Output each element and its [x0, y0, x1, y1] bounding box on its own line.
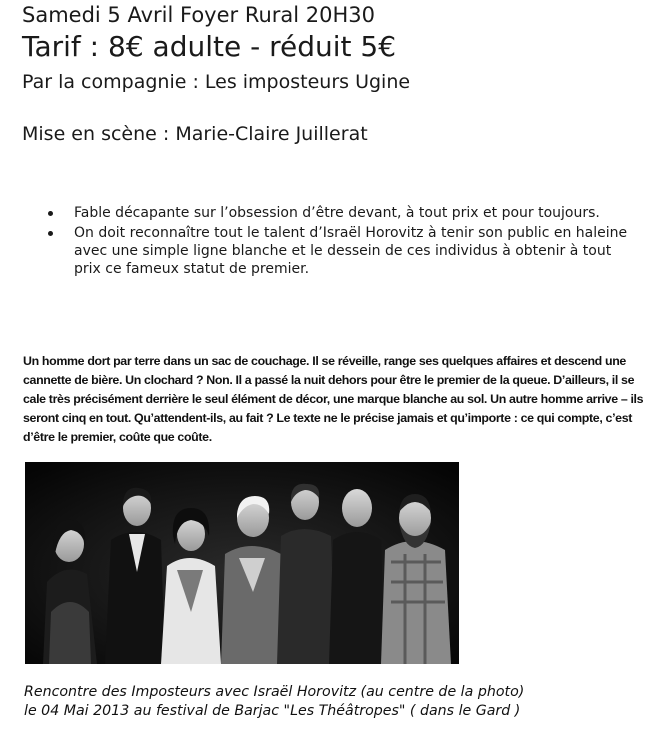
event-date-venue: Samedi 5 Avril Foyer Rural 20H30 [22, 3, 376, 27]
bullet-dot [48, 231, 53, 236]
description-bullets [48, 204, 638, 280]
troupe-photo [25, 462, 459, 664]
bullet-item [48, 224, 638, 278]
price-line: Tarif : 8€ adulte - réduit 5€ [22, 30, 397, 63]
bullet-item [48, 204, 638, 222]
bullet-text: Fable décapante sur l’obsession d’être devant, à tout prix et pour toujours. [74, 205, 600, 221]
bullet-dot [48, 211, 53, 216]
bullet-text: On doit reconnaître tout le talent d’Israël Horovitz à tenir son public en haleine avec une simple ligne blanche et le dessein de ces individus à obtenir à tout prix ce fameux statut de premier. [74, 225, 628, 277]
caption-line-1: Rencontre des Imposteurs avec Israël Horovitz (au centre de la photo) [24, 684, 525, 700]
company-line: Par la compagnie : Les imposteurs Ugine [22, 71, 411, 93]
director-line: Mise en scène : Marie-Claire Juillerat [22, 123, 368, 145]
photo-caption [24, 683, 524, 721]
group-photo-illustration [25, 462, 459, 664]
synopsis-paragraph: Un homme dort par terre dans un sac de couchage. Il se réveille, range ses quelques affaires et descend une cannette de bière. Un clochard ? Non. Il a passé la nuit dehors pour être le premier de la queue. D’ailleurs, il se cale très précisément derrière le seul élément de décor, une marque blanche au sol. Un autre homme arrive – ils seront cinq en tout. Qu’attendent-ils, au fait ? Le texte ne le précise jamais et qu’importe : ce qui compte, c’est d’être le premier, coûte que coûte. [23, 354, 644, 444]
caption-line-2: le 04 Mai 2013 au festival de Barjac "Les Théâtropes" ( dans le Gard ) [24, 703, 521, 719]
